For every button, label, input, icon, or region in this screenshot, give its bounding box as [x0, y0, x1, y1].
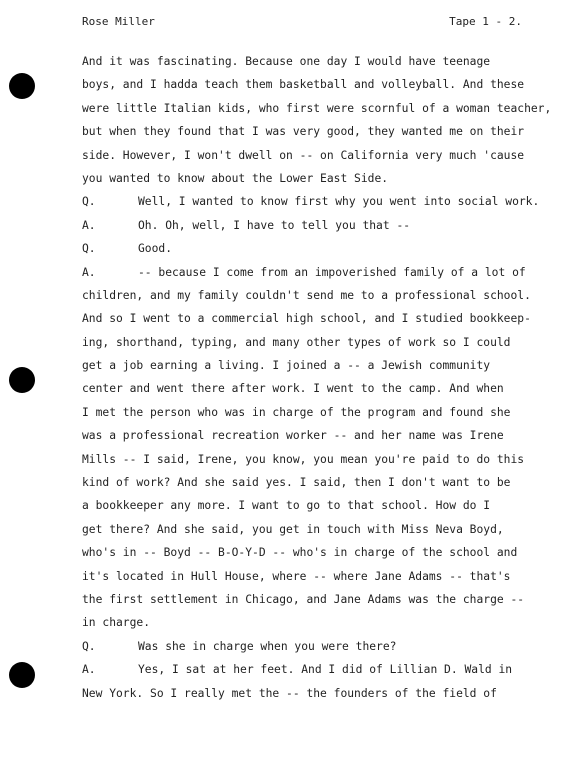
transcript-line [82, 682, 552, 705]
transcript-line [82, 424, 552, 447]
speaker-tag: Q. [82, 242, 96, 256]
transcript-line [82, 471, 552, 494]
transcript-line [82, 190, 552, 213]
line-text: I met the person who was in charge of the program and found she [82, 405, 511, 419]
line-text: get a job earning a living. I joined a -- a Jewish community [82, 359, 491, 373]
line-text: in charge. [82, 616, 151, 630]
transcript-line [82, 331, 552, 354]
line-text: And it was fascinating. Because one day I would have teenage [82, 55, 491, 68]
line-text: it's located in Hull House, where -- where Jane Adams -- that's [82, 569, 511, 583]
line-text: -- because I come from an impoverished family of a lot of [138, 265, 526, 279]
line-text: you wanted to know about the Lower East Side. [82, 171, 389, 185]
speaker-tag: Q. [82, 195, 96, 209]
transcript-line [82, 50, 552, 73]
line-text: boys, and I hadda teach them basketball and volleyball. And these [82, 78, 525, 92]
speaker-tag: Q. [82, 639, 96, 653]
line-text: And so I went to a commercial high school, and I studied bookkeep- [82, 312, 531, 326]
transcript-line [82, 448, 552, 471]
line-text: Mills -- I said, Irene, you know, you mean you're paid to do this [82, 452, 525, 466]
line-text: was a professional recreation worker -- and her name was Irene [82, 429, 504, 443]
transcript-line [82, 167, 552, 190]
transcript-line [82, 611, 552, 634]
interviewee-name: Rose Miller [82, 15, 155, 28]
transcript-line [82, 120, 552, 143]
punch-hole-bottom [9, 662, 35, 688]
transcript-line [82, 588, 552, 611]
transcript-line [82, 307, 552, 330]
line-text: get there? And she said, you get in touch with Miss Neva Boyd, [82, 522, 504, 536]
transcript-line [82, 237, 552, 260]
line-text: kind of work? And she said yes. I said, then I don't want to be [82, 476, 511, 490]
line-text: Yes, I sat at her feet. And I did of Lillian D. Wald in [138, 663, 513, 677]
line-text: Well, I wanted to know first why you went into social work. [138, 195, 540, 209]
speaker-tag: A. [82, 218, 96, 232]
transcript-line [82, 354, 552, 377]
line-text: center and went there after work. I went to the camp. And when [82, 382, 504, 396]
line-text: Was she in charge when you were there? [138, 639, 397, 653]
line-text: a bookkeeper any more. I want to go to that school. How do I [82, 499, 491, 513]
punch-hole-middle [9, 367, 35, 393]
tape-label: Tape 1 - 2. [449, 15, 522, 28]
transcript-line [82, 518, 552, 541]
transcript-line [82, 284, 552, 307]
line-text: ing, shorthand, typing, and many other types of work so I could [82, 335, 511, 349]
transcript-line [82, 214, 552, 237]
transcript-line [82, 635, 552, 658]
line-text: but when they found that I was very good, they wanted me on their [82, 125, 525, 139]
line-text: Oh. Oh, well, I have to tell you that -- [138, 218, 411, 232]
line-text: children, and my family couldn't send me to a professional school. [82, 288, 531, 302]
transcript-line [82, 73, 552, 96]
transcript-line [82, 541, 552, 564]
transcript-line [82, 658, 552, 681]
line-text: side. However, I won't dwell on -- on California very much 'cause [82, 148, 525, 162]
speaker-tag: A. [82, 663, 96, 677]
speaker-tag: A. [82, 265, 96, 279]
line-text: who's in -- Boyd -- B-O-Y-D -- who's in charge of the school and [82, 546, 518, 560]
transcript-line [82, 377, 552, 400]
punch-hole-top [9, 73, 35, 99]
transcript-line [82, 97, 552, 120]
transcript-body [82, 50, 552, 705]
line-text: were little Italian kids, who first were scornful of a woman teacher, [82, 101, 552, 115]
transcript-line [82, 565, 552, 588]
transcript-line [82, 401, 552, 424]
line-text: the first settlement in Chicago, and Jane Adams was the charge -- [82, 592, 525, 606]
line-text: Good. [138, 242, 173, 256]
line-text: New York. So I really met the -- the founders of the field of [82, 686, 497, 700]
transcript-line [82, 494, 552, 517]
transcript-line [82, 261, 552, 284]
transcript-line [82, 144, 552, 167]
